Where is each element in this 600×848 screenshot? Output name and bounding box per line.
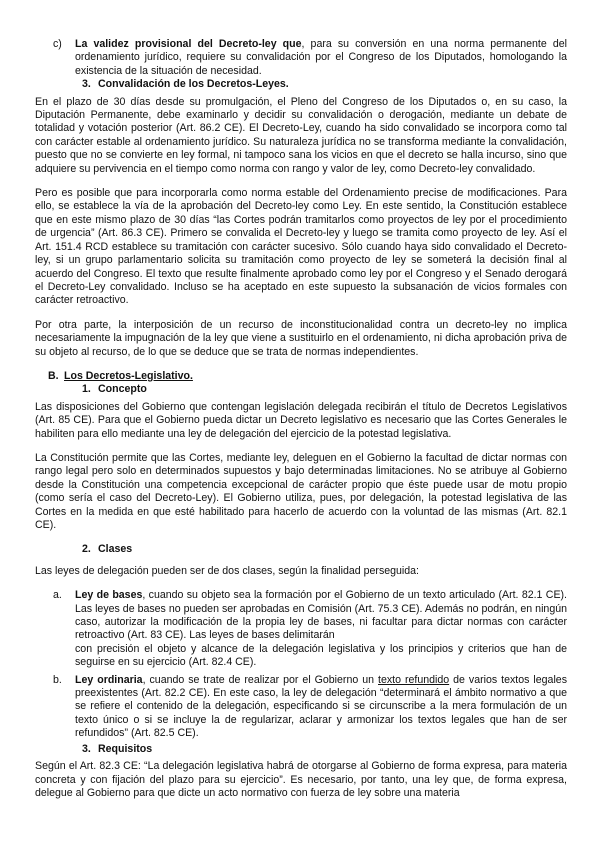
list-marker: b. [53, 673, 62, 686]
section-heading-b: B. Los Decretos-Legislativo. [48, 369, 193, 382]
item-a-text: , cuando su objeto sea la formación por el Gobierno de un texto articulado (Art. 82.1 CE). Las leyes de bases no pueden ser aprobadas en Comisión (Art. 75.3 CE). Además no podrán, en ningún caso, autorizar la modificación de la propia ley de bases, ni facultar para dictar normas con carácter retroactivo (Art. 83 CE). Las leyes de bases delimitarán [75, 589, 567, 642]
texto-refundido-underlined: texto refundido [378, 673, 450, 686]
paragraph: Por otra parte, la interposición de un recurso de inconstitucionalidad contra un decreto-ley no implica necesariamente la impugnación de la ley que viene a sustituirlo en el ordenamiento, ni dicha aprobación priva de su objeto al recurso, de lo que se deduce que se trata de normas independientes. [35, 318, 567, 358]
list-item-c [35, 38, 567, 78]
paragraph: Según el Art. 82.3 CE: “La delegación legislativa habrá de otorgarse al Gobierno de forma expresa, para materia concreta y con fijación del plazo para su ejercicio”. Es necesario, por tanto, una ley que, de forma expresa, delegue al Gobierno para que dicte un acto normativo con fuerza de ley sobre una materia [35, 760, 567, 799]
paragraph: Las leyes de delegación pueden ser de dos clases, según la finalidad perseguida: [35, 564, 419, 577]
paragraph: Pero es posible que para incorporarla como norma estable del Ordenamiento precise de modificaciones. Para ello, se establece la vía de la aprobación del Decreto-ley como Ley. En este sentido, la Constitución establece que en este mismo plazo de 30 días “las Cortes podrán tramitarlos como proyectos de ley por el procedimiento de urgencia” (Art. 86.3 CE). Primero se convalida el Decreto-ley y luego se tramita como proyecto de ley. Así el Art. 151.4 RCD establece su tramitación con carácter sucesivo. Sólo cuando haya sido convalidado el Decreto-ley, si un grupo parlamentario solicita su tramitación como proyecto de ley se someterá la decisión final al acuerdo del Congreso. El texto que resulte finalmente aprobado como ley por el Congreso y el Senado derogará el Decreto-Ley convalidado. Incluso se ha aceptado en este supuesto la subsanación de vicios formales con carácter retroactivo. [35, 187, 567, 307]
heading-convalidacion: 3. Convalidación de los Decretos-Leyes. [82, 78, 289, 91]
item-c-text: , para su conversión en una norma permanente del ordenamiento jurídico, requiere su convalidación por el Congreso de los Diputados, homologando la existencia de la situación de necesidad. [75, 38, 567, 77]
document-page [35, 38, 567, 800]
item-b-text: de varios textos legales preexistentes (Art. 82.2 CE). En este caso, la ley de delegación “determinará el ámbito normativo a que se refiere el contenido de la delegación, especificando si se circunscribe a la mera formulación de un texto único o si se incluye la de regularizar, aclarar y armonizar los textos legales que han de ser refundidos” (Art. 82.5 CE). [75, 673, 567, 740]
heading-clases: 2. Clases [82, 543, 133, 556]
heading-concepto: 1. Concepto [82, 383, 147, 396]
heading-requisitos: 3. Requisitos [82, 742, 153, 755]
list-marker: c) [53, 38, 62, 50]
list-marker: a. [53, 589, 62, 602]
list-item-a [35, 589, 567, 643]
paragraph: Las disposiciones del Gobierno que contengan legislación delegada recibirán el título de Decretos Legislativos (Art. 85 CE). Para que el Gobierno pueda dictar un Decreto legislativo es necesario que las Cortes Generales le habiliten para ello mediante una ley de delegación del ejercicio de la potestad legislativa. [35, 400, 567, 440]
paragraph: En el plazo de 30 días desde su promulgación, el Pleno del Congreso de los Diputados o, en su caso, la Diputación Permanente, debe examinarlo y decidir su convalidación o derogación, mediante un debate de totalidad y votación posterior (Art. 86.2 CE). El Decreto-Ley, cuando ha sido convalidado se incorpora como tal con carácter estable al ordenamiento jurídico. Su naturaleza jurídica no se transforma mediante la convalidación, puesto que no se convierte en ley formal, ni tampoco sana los vicios en que el decreto se halla incurso, sino que adquiere su pervivencia en el tiempo como norma con rango y valor de ley, como Decreto-ley convalidado. [35, 95, 567, 175]
list-item-b: b. Ley ordinaria, cuando se trate de realizar por el Gobierno un texto refundido de varios textos legales preexistentes (Art. 82.2 CE). En este caso, la ley de delegación “determinará el ámbito normativo a que se refiere el contenido de la delegación, especificando si se circunscribe a la mera formulación de un texto único o si se incluye la de regularizar, aclarar y armonizar los textos legales que han de ser refundidos” (Art. 82.5 CE). [35, 674, 567, 741]
item-a-bold: Ley de bases [75, 589, 143, 602]
item-c-bold: La validez provisional del Decreto-ley que [75, 38, 302, 50]
item-b-bold: Ley ordinaria [75, 673, 143, 686]
paragraph: La Constitución permite que las Cortes, mediante ley, deleguen en el Gobierno la facultad de dictar normas con rango legal pero solo en determinados supuestos y bajo determinadas limitaciones. No se atribuye al Gobierno desde la Constitución una competencia excepcional de carácter propio que éste puede usar de motu propio (como sería el caso del Decreto-Ley). El Gobierno utiliza, pues, por delegación, la potestad legislativa de las Cortes en la medida en que esté habilitado para hacerlo de acuerdo con la voluntad de las mismas (Art. 82.1 CE). [35, 451, 567, 531]
item-a-continuation: con precisión el objeto y alcance de la delegación legislativa y los principios y criterios que han de seguirse en su ejercicio (Art. 82.4 CE). [75, 642, 567, 669]
